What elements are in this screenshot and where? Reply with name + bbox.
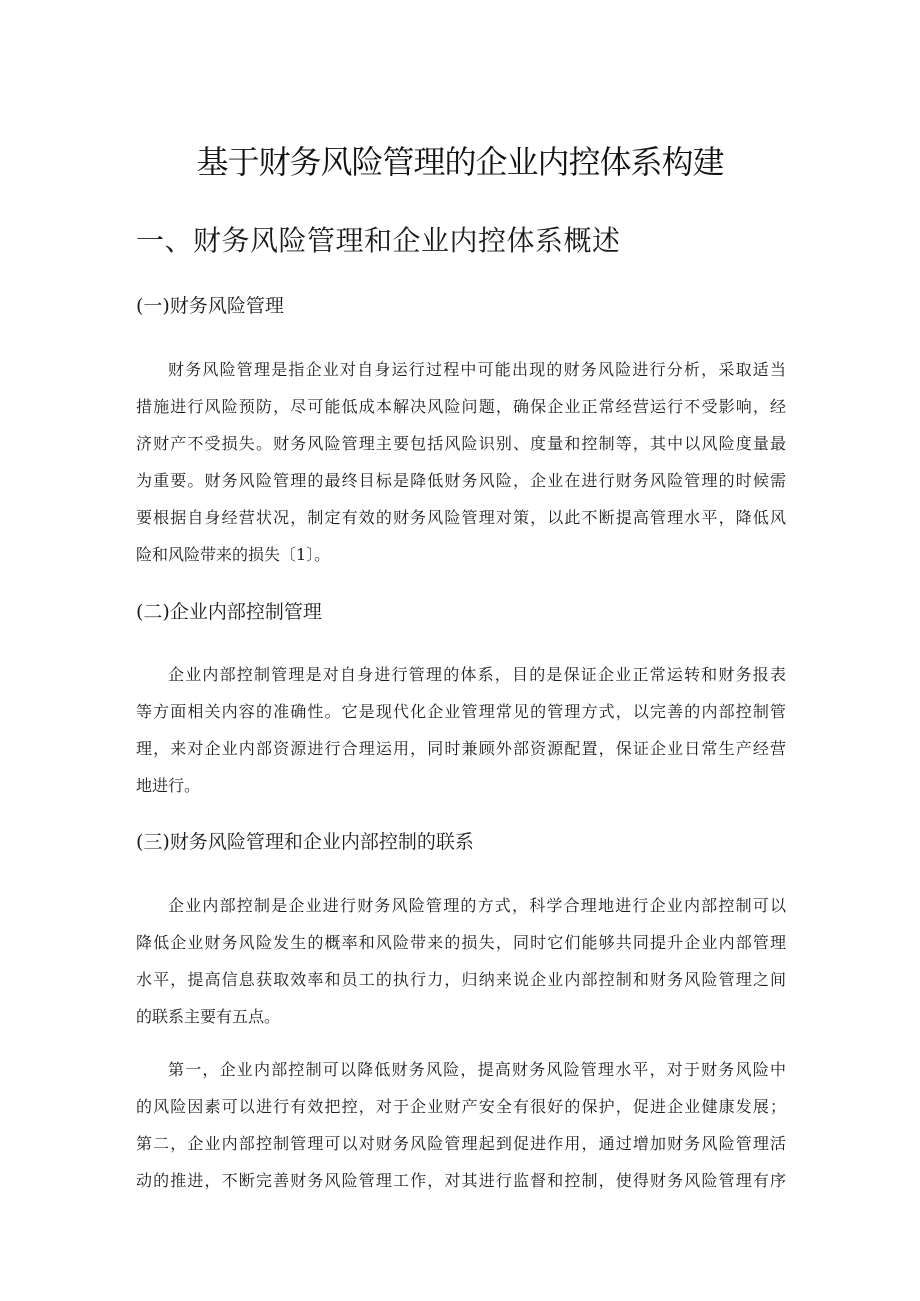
text-line: 理，来对企业内部资源进行合理运用，同时兼顾外部资源配置，保证企业日常生产经营 <box>136 739 786 758</box>
text-line: 财务风险管理是指企业对自身运行过程中可能出现的财务风险进行分析，采取适当 <box>168 360 786 379</box>
paragraph-internal-control <box>136 656 786 804</box>
text-line: 要根据自身经营状况，制定有效的财务风险管理对策，以此不断提高管理水平，降低风 <box>136 508 786 527</box>
text-line: 地进行。 <box>136 776 201 795</box>
text-line: 等方面相关内容的准确性。它是现代化企业管理常见的管理方式，以完善的内部控制管 <box>136 702 786 721</box>
text-line: 险和风险带来的损失〔1〕。 <box>136 545 331 564</box>
text-line: 第一，企业内部控制可以降低财务风险，提高财务风险管理水平，对于财务风险中 <box>168 1060 786 1079</box>
text-line: 的联系主要有五点。 <box>136 1007 281 1026</box>
document-title: 基于财务风险管理的企业内控体系构建 <box>196 143 724 181</box>
text-line: 动的推进，不断完善财务风险管理工作，对其进行监督和控制，使得财务风险管理有序 <box>136 1171 786 1190</box>
text-line: 降低企业财务风险发生的概率和风险带来的损失，同时它们能够共同提升企业内部管理 <box>136 933 786 952</box>
paragraph-financial-risk-management <box>136 351 786 573</box>
text-line: 为重要。财务风险管理的最终目标是降低财务风险，企业在进行财务风险管理的时候需 <box>136 471 786 490</box>
section-heading-1: 一、财务风险管理和企业内控体系概述 <box>136 224 621 257</box>
text-line: 的风险因素可以进行有效把控，对于企业财产安全有很好的保护，促进企业健康发展； <box>136 1097 786 1116</box>
text-line: 第二，企业内部控制管理可以对财务风险管理起到促进作用，通过增加财务风险管理活 <box>136 1134 786 1153</box>
text-line: 水平，提高信息获取效率和员工的执行力，归纳来说企业内部控制和财务风险管理之间 <box>136 970 786 989</box>
subsection-heading-2: (二)企业内部控制管理 <box>136 601 322 623</box>
paragraph-relationship <box>136 887 786 1035</box>
text-line: 措施进行风险预防，尽可能低成本解决风险问题，确保企业正常经营运行不受影响，经 <box>136 397 786 416</box>
text-line: 济财产不受损失。财务风险管理主要包括风险识别、度量和控制等，其中以风险度量最 <box>136 434 786 453</box>
paragraph-five-points <box>136 1051 786 1199</box>
text-line: 企业内部控制管理是对自身进行管理的体系，目的是保证企业正常运转和财务报表 <box>168 665 786 684</box>
subsection-heading-3: (三)财务风险管理和企业内部控制的联系 <box>136 831 474 853</box>
subsection-heading-1: (一)财务风险管理 <box>136 295 284 317</box>
text-line: 企业内部控制是企业进行财务风险管理的方式，科学合理地进行企业内部控制可以 <box>168 896 786 915</box>
